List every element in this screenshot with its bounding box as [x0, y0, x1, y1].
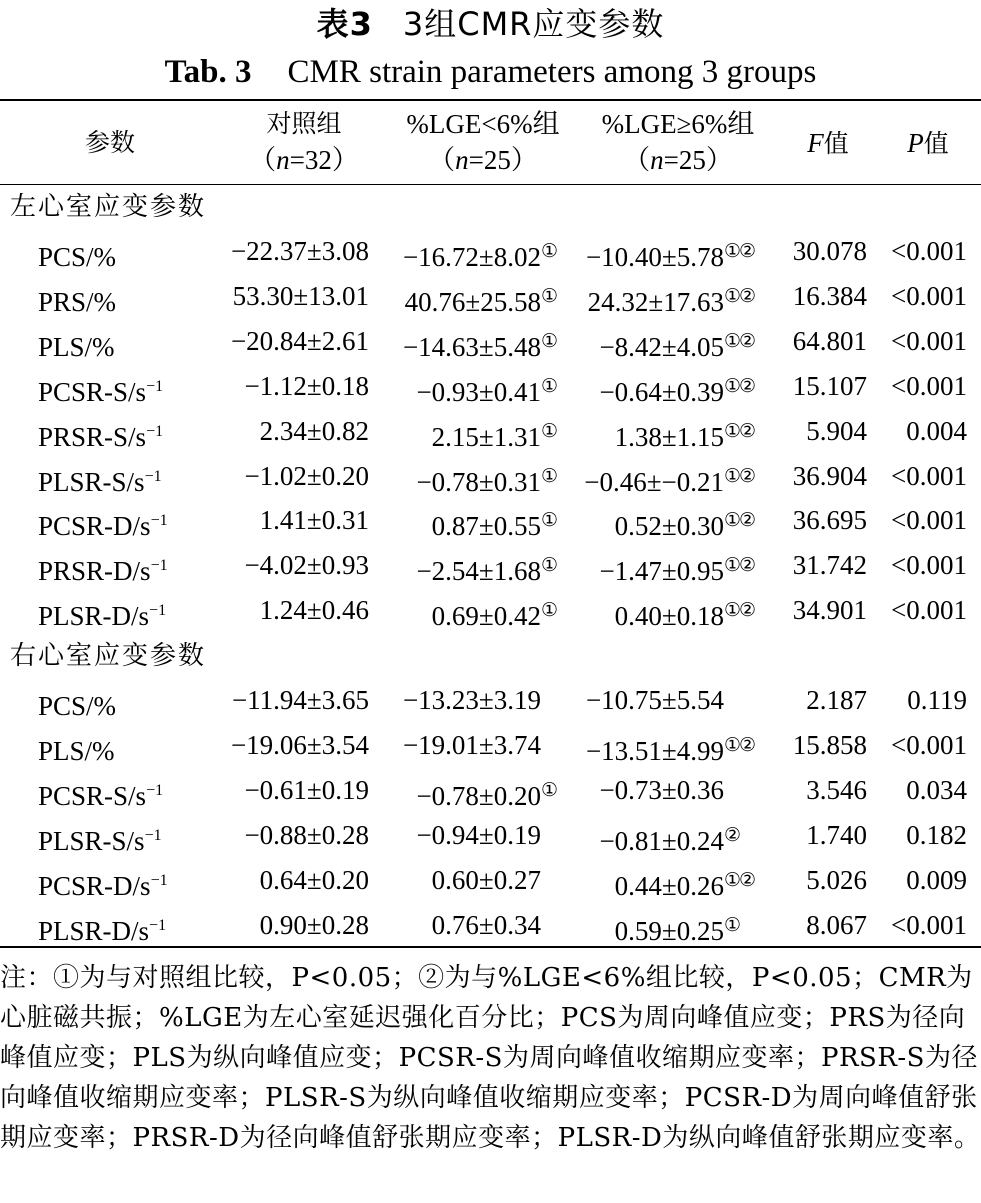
lge-low-value-cell: −19.01±3.74	[402, 729, 541, 760]
lge-high-value-cell: 0.52±0.30①②	[615, 498, 762, 549]
significance-marker: ②	[724, 824, 740, 846]
control-value-cell: 53.30±13.01	[232, 280, 369, 311]
significance-marker: ①②	[724, 869, 755, 891]
table-row	[0, 409, 981, 454]
significance-marker: ①②	[724, 330, 755, 352]
table-row	[0, 903, 981, 948]
lge-low-value-cell: 0.87±0.55①	[432, 498, 579, 549]
control-value-cell: −0.88±0.28	[244, 819, 369, 850]
lge-low-value-cell: −0.94±0.19	[416, 819, 541, 850]
p-value-cell: 0.119	[907, 685, 967, 715]
p-value-cell: 0.009	[906, 864, 967, 895]
param-cell: PLSR-$S/s^{-1}$	[38, 825, 162, 856]
p-value-cell: <0.001	[891, 909, 967, 940]
significance-marker: ①	[541, 779, 557, 801]
f-value-cell: 64.801	[792, 325, 867, 356]
header-group-control: 对照组 （n=32）	[249, 109, 359, 175]
lge-high-value-cell: −10.75±5.54	[585, 685, 724, 715]
table-footnote: 注：①为与对照组比较，P<0.05；②为与%LGE<6%组比较，P<0.05；CMR为心脏磁共振；%LGE为左心室延迟强化百分比；PCS为周向峰值应变；PRS为径向峰值应变；PLS为纵向峰值应变；PCSR-S为周向峰值收缩期应变率；PRSR-S为径向峰值收缩期应变率；PLSR-S为纵向峰值收缩期应变率；PCSR-D为周向峰值舒张期应变率；PRSR-D为径向峰值舒张期应变率；PLSR-D为纵向峰值舒张期应变率。	[0, 963, 981, 1153]
table-caption-en: CMR strain parameters among 3 groups	[287, 54, 817, 90]
param-cell: PCSR-$D/s^{-1}$	[38, 511, 168, 542]
f-value-cell: 30.078	[792, 236, 867, 266]
significance-marker: ①②	[724, 241, 755, 262]
f-value-cell: 1.740	[806, 819, 867, 850]
control-value-cell: −1.12±0.18	[244, 370, 369, 401]
header-group-lge-high: %LGE≥6%组 （n=25）	[601, 109, 755, 175]
control-value-cell: 0.64±0.20	[259, 864, 369, 895]
param-cell: PRSR-$S/s^{-1}$	[38, 421, 164, 452]
f-value-cell: 8.067	[806, 909, 867, 940]
p-value-cell: <0.001	[891, 460, 967, 491]
f-value-cell: 5.904	[806, 415, 867, 446]
lge-low-value-cell: −0.78±0.20①	[416, 768, 579, 819]
lge-low-value-cell: 0.60±0.27	[431, 864, 541, 895]
significance-marker: ①	[541, 465, 557, 487]
control-value-cell: −4.02±0.93	[244, 550, 369, 581]
table-label-en: Tab. 3	[164, 54, 252, 90]
f-value-cell: 15.858	[792, 729, 867, 760]
lge-high-value-cell: −0.81±0.24②	[599, 813, 762, 864]
f-value-cell: 31.742	[792, 550, 867, 581]
header-group-lge-low: %LGE<6%组 （n=25）	[406, 109, 560, 175]
significance-marker: ①	[724, 914, 740, 936]
table-label-cn: 表3	[316, 5, 373, 43]
param-cell: PRS/%	[38, 286, 117, 317]
f-value-cell: 2.187	[806, 685, 867, 715]
p-value-cell: <0.001	[891, 550, 967, 581]
lge-high-value-cell: −1.47±0.95①②	[599, 543, 762, 594]
p-value-cell: <0.001	[891, 236, 967, 266]
param-cell: PCSR-$S/s^{-1}$	[38, 780, 164, 811]
significance-marker: ①②	[724, 734, 755, 756]
significance-marker: ①②	[724, 420, 755, 442]
lge-high-value-cell: 0.40±0.18①②	[615, 588, 762, 639]
significance-marker: ①②	[724, 600, 755, 622]
lge-high-value-cell: 24.32±17.63①②	[588, 274, 762, 325]
control-value-cell: −19.06±3.54	[230, 729, 369, 760]
significance-marker: ①	[541, 600, 557, 622]
control-value-cell: 0.90±0.28	[259, 909, 369, 940]
significance-marker: ①	[541, 555, 557, 577]
table-title-en	[0, 50, 981, 94]
control-value-cell: 1.24±0.46	[259, 595, 369, 626]
lge-low-value-cell: 40.76±25.58①	[405, 274, 579, 325]
table-bottom-rule	[0, 946, 981, 948]
lge-high-value-cell: 0.44±0.26①②	[615, 858, 762, 909]
control-value-cell: 1.41±0.31	[259, 505, 369, 536]
control-value-cell: −1.02±0.20	[244, 460, 369, 491]
p-value-cell: <0.001	[891, 370, 967, 401]
significance-marker: ①②	[724, 555, 755, 577]
p-value-cell: <0.001	[891, 595, 967, 626]
control-value-cell: −11.94±3.65	[231, 685, 369, 715]
section-rv-label: 右心室应变参数	[10, 641, 207, 671]
significance-marker: ①②	[724, 285, 755, 307]
lge-high-value-cell: −10.40±5.78①②	[586, 229, 762, 280]
significance-marker: ①	[541, 510, 557, 532]
table-row	[0, 274, 981, 319]
p-value-cell: 0.182	[906, 819, 967, 850]
param-cell: PCS/%	[38, 691, 117, 721]
table-row	[0, 498, 981, 543]
control-value-cell: −20.84±2.61	[230, 325, 369, 356]
param-cell: PLSR-$D/s^{-1}$	[38, 915, 167, 946]
significance-marker: ①	[541, 420, 557, 442]
lge-low-value-cell: 0.76±0.34	[431, 909, 541, 940]
significance-marker: ①	[541, 330, 557, 352]
table-row	[0, 723, 981, 768]
lge-low-value-cell: −2.54±1.68①	[416, 543, 579, 594]
significance-marker: ①	[541, 285, 557, 307]
lge-low-value-cell: 2.15±1.31①	[432, 409, 579, 460]
param-cell: PLSR-$D/s^{-1}$	[38, 601, 167, 632]
f-value-cell: 15.107	[792, 370, 867, 401]
param-cell: PCSR-$S/s^{-1}$	[38, 376, 164, 407]
param-cell: PCS/%	[38, 242, 117, 272]
significance-marker: ①②	[724, 375, 755, 397]
lge-low-value-cell: −13.23±3.19	[402, 685, 541, 715]
table-top-rule	[0, 99, 981, 101]
lge-low-value-cell: −0.93±0.41①	[416, 364, 579, 415]
table-row	[0, 588, 981, 633]
table-row	[0, 543, 981, 588]
f-value-cell: 5.026	[806, 864, 867, 895]
p-value-cell: <0.001	[891, 505, 967, 536]
table-row	[0, 364, 981, 409]
control-value-cell: −0.61±0.19	[244, 774, 369, 805]
f-value-cell: 36.904	[792, 460, 867, 491]
table-row	[0, 813, 981, 858]
p-value-cell: <0.001	[891, 280, 967, 311]
table-row	[0, 454, 981, 499]
lge-low-value-cell: −14.63±5.48①	[403, 319, 579, 370]
f-value-cell: 3.546	[806, 774, 867, 805]
significance-marker: ①②	[724, 510, 755, 532]
p-value-cell: 0.034	[906, 774, 967, 805]
lge-low-value-cell: 0.69±0.42①	[432, 588, 579, 639]
section-lv-label: 左心室应变参数	[10, 192, 207, 222]
table-row	[0, 858, 981, 903]
lge-high-value-cell: −0.73±0.36	[599, 774, 724, 805]
lge-high-value-cell: 0.59±0.25①	[615, 903, 762, 954]
lge-low-value-cell: −16.72±8.02①	[403, 229, 579, 280]
table-row	[0, 678, 981, 723]
param-cell: PLSR-$S/s^{-1}$	[38, 466, 162, 497]
lge-high-value-cell: −0.64±0.39①②	[599, 364, 762, 415]
p-value-cell: <0.001	[891, 729, 967, 760]
table-caption-cn: 3组CMR应变参数	[402, 5, 665, 43]
f-value-cell: 36.695	[792, 505, 867, 536]
header-param: 参数	[84, 128, 135, 157]
param-cell: PLS/%	[38, 331, 115, 362]
significance-marker: ①	[541, 241, 557, 262]
significance-marker: ①	[541, 375, 557, 397]
table-row	[0, 229, 981, 274]
param-cell: PRSR-$D/s^{-1}$	[38, 556, 168, 587]
control-value-cell: −22.37±3.08	[230, 236, 369, 266]
lge-high-value-cell: −13.51±4.99①②	[586, 723, 762, 774]
param-cell: PCSR-$D/s^{-1}$	[38, 870, 168, 901]
f-value-cell: 34.901	[792, 595, 867, 626]
header-f-value: F值	[807, 128, 849, 158]
param-cell: PLS/%	[38, 735, 115, 766]
lge-high-value-cell: 1.38±1.15①②	[615, 409, 762, 460]
lge-high-value-cell: −8.42±4.05①②	[599, 319, 762, 370]
table-row	[0, 768, 981, 813]
table-title-cn	[0, 2, 981, 46]
p-value-cell: <0.001	[891, 325, 967, 356]
p-value-cell: 0.004	[906, 415, 967, 446]
table-row	[0, 319, 981, 364]
control-value-cell: 2.34±0.82	[259, 415, 369, 446]
header-p-value: P值	[907, 128, 949, 158]
lge-high-value-cell: −0.46±−0.21①②	[584, 454, 762, 505]
significance-marker: ①②	[724, 465, 755, 487]
f-value-cell: 16.384	[792, 280, 867, 311]
lge-low-value-cell: −0.78±0.31①	[416, 454, 579, 505]
